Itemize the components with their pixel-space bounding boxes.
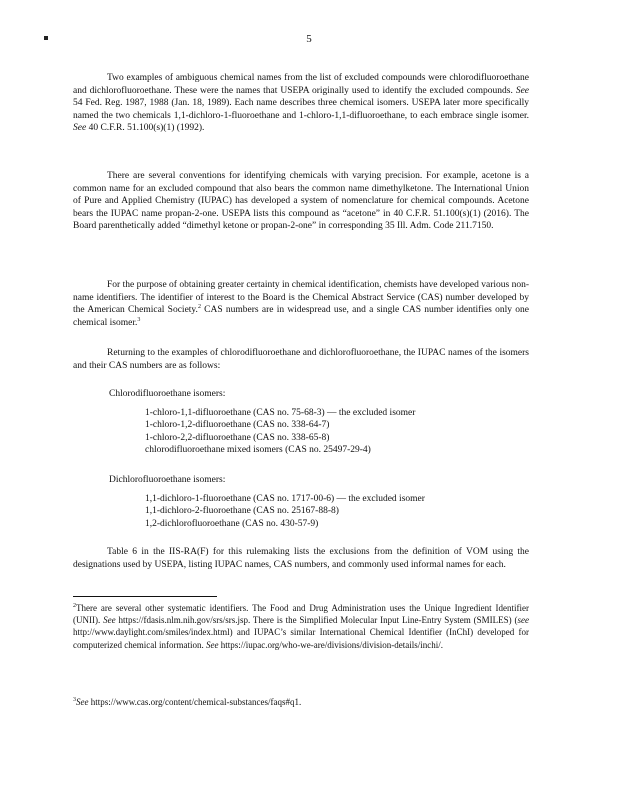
isomer-list [73,407,529,457]
isomer-group-1 [73,388,529,457]
isomer-group-heading: Dichlorofluoroethane isomers: [109,475,226,485]
isomer-item: 1,1-dichloro-2-fluoroethane (CAS no. 25167-88-8) [145,506,339,517]
isomer-item: 1,2-dichlorofluoroethane (CAS no. 430-57-9) [145,518,319,529]
paragraph-3 [73,279,529,329]
paragraph-4 [73,347,529,372]
isomer-item: chlorodifluoroethane mixed isomers (CAS no. 25497-29-4) [145,445,371,456]
paragraph-text: Two examples of ambiguous chemical names from the list of excluded compounds were chlorodifluoroethane and dichlorofluoroethane. These were the names that USEPA originally used to identify the excluded compounds. See 54 Fed. Reg. 1987, 1988 (Jan. 18, 1989). Each name describes three chemical isomers. USEPA later more specifically named the two chemicals 1,1-dichloro-1-fluoroethane and 1-chloro-1,1-difluoroethane, to each embrace single isomer. See 40 C.F.R. 51.100(s)(1) (1992). [73,73,529,134]
paragraph-1 [73,72,529,135]
footnote-divider [73,596,217,597]
paragraph-2 [73,170,529,233]
page-number: 5 [306,33,312,45]
isomer-item: 1-chloro-2,2-difluoroethane (CAS no. 338-65-8) [145,432,330,443]
isomer-item: 1,1-dichloro-1-fluoroethane (CAS no. 1717-00-6) — the excluded isomer [145,493,425,504]
isomer-list [73,493,529,531]
footnote-3: $^3$See https://www.cas.org/content/chemical-substances/faqs#q1. [73,697,302,707]
footnote-2: $^2$There are several other systematic identifiers. The Food and Drug Administration uses the Unique Ingredient Identifier (UNII). See https://fdasis.nlm.nih.gov/srs/srs.jsp. There is the Simplified Molecular Input Line-Entry System (SMILES) (see http://www.daylight.com/smiles/index.html) and IUPAC’s similar International Chemical Identifier (InChI) developed for computerized chemical information. See https://iupac.org/who-we-are/divisions/division-details/inchi/. [73,603,529,650]
paragraph-text: There are several conventions for identifying chemicals with varying precision. For example, acetone is a common name for an excluded compound that also bears the common name dimethylketone. The International Union of Pure and Applied Chemistry (IUPAC) has developed a system of nomenclature for chemical compounds. Acetone bears the IUPAC name propan-2-one. USEPA lists this compound as “acetone” in 40 C.F.R. 51.100(s)(1) (2016). The Board parenthetically added “dimethyl ketone or propan-2-one” in corresponding 35 Ill. Adm. Code 211.7150. [73,171,529,232]
isomer-group-heading: Chlorodifluoroethane isomers: [109,389,226,399]
paragraph-text: Returning to the examples of chlorodifluoroethane and dichlorofluoroethane, the IUPAC names of the isomers and their CAS numbers are as follows: [73,348,529,371]
paragraph-5 [73,546,529,571]
isomer-item: 1-chloro-1,2-difluoroethane (CAS no. 338-64-7) [145,420,330,431]
paragraph-text: For the purpose of obtaining greater certainty in chemical identification, chemists have developed various non-name identifiers. The identifier of interest to the Board is the Chemical Abstract Service (CAS) number developed by the American Chemical Society.$^2$ CAS numbers are in widespread use, and a single CAS number identifies only one chemical isomer.$^3$ [73,280,529,328]
paragraph-text: Table 6 in the IIS-RA(F) for this rulemaking lists the exclusions from the definition of VOM using the designations used by USEPA, listing IUPAC names, CAS numbers, and commonly used informal names for each. [73,547,529,570]
isomer-item: 1-chloro-1,1-difluoroethane (CAS no. 75-68-3) — the excluded isomer [145,407,416,418]
isomer-group-2 [73,474,529,530]
